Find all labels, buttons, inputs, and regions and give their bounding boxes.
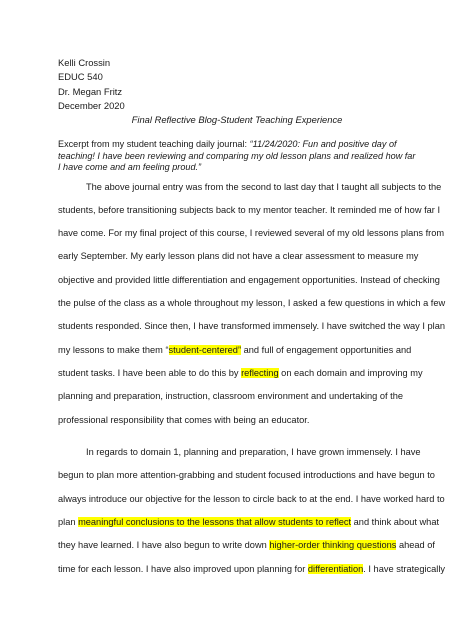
text-run: on each domain and improving my [278,368,423,378]
text-run: plan [58,517,79,527]
body-line [58,516,439,528]
body-line [58,344,411,356]
text-run: and full of engagement opportunities and [241,345,412,355]
text-run: they have learned. I have also begun to write down [58,540,270,550]
body-line: have come. For my final project of this course, I reviewed several of my old lessons plans from [58,228,445,238]
text-run: and think about what [351,517,440,527]
excerpt-lead: Excerpt from my student teaching daily journal: [58,139,250,149]
text-run: time for each lesson. I have also improved upon planning for [58,564,308,574]
body-line: early September. My early lesson plans did not have a clear assessment to measure my [58,251,419,261]
body-line: The above journal entry was from the second to last day that I taught all subjects to the [86,182,442,192]
body-line [58,539,435,551]
document-title: Final Reflective Blog-Student Teaching Experience [131,114,343,125]
body-line: students, before transitioning subjects back to my mentor teacher. It reminded me of how far I [58,205,441,215]
body-line: objective and provided little differentiation and engagement opportunities. Instead of checking [58,275,440,285]
highlighted-phrase: reflecting [241,368,279,378]
course-code: EDUC 540 [58,71,103,83]
text-run: student tasks. I have been able to do this by [58,368,242,378]
document-date: December 2020 [58,99,125,111]
body-line: planning and preparation, instruction, classroom environment and undertaking of the [58,391,404,401]
document-header [58,56,125,113]
body-line [58,367,423,379]
highlighted-phrase: differentiation [307,564,364,574]
excerpt-quote: “11/24/2020: Fun and positive day of teaching! I have been reviewing and comparing my old lesson plans and realized how far I have come and am feeling proud.” [58,139,416,173]
text-run: ahead of [396,540,435,550]
body-line [58,563,445,575]
text-run: my lessons to make them “ [58,345,169,355]
body-line: the pulse of the class as a whole throughout my lesson, I asked a few questions in which a few [58,298,446,308]
instructor-name: Dr. Megan Fritz [58,85,123,97]
author-name: Kelli Crossin [58,57,111,68]
body-line: begun to plan more attention-grabbing and student focused introductions and have begun to [58,470,435,480]
body-line: students responded. Since then, I have transformed immensely. I have switched the way I plan [58,321,445,331]
text-run: . I have strategically [363,564,446,574]
highlighted-phrase: higher-order thinking questions [269,540,397,550]
body-line: professional responsibility that comes with being an educator. [58,415,310,425]
highlighted-phrase: meaningful conclusions to the lessons that allow students to reflect [78,517,352,527]
highlighted-phrase: student-centered” [168,345,242,355]
body-line: always introduce our objective for the lesson to circle back to at the end. I have worked hard to [58,494,445,504]
body-line: In regards to domain 1, planning and preparation, I have grown immensely. I have [86,447,421,457]
journal-excerpt [58,139,420,174]
